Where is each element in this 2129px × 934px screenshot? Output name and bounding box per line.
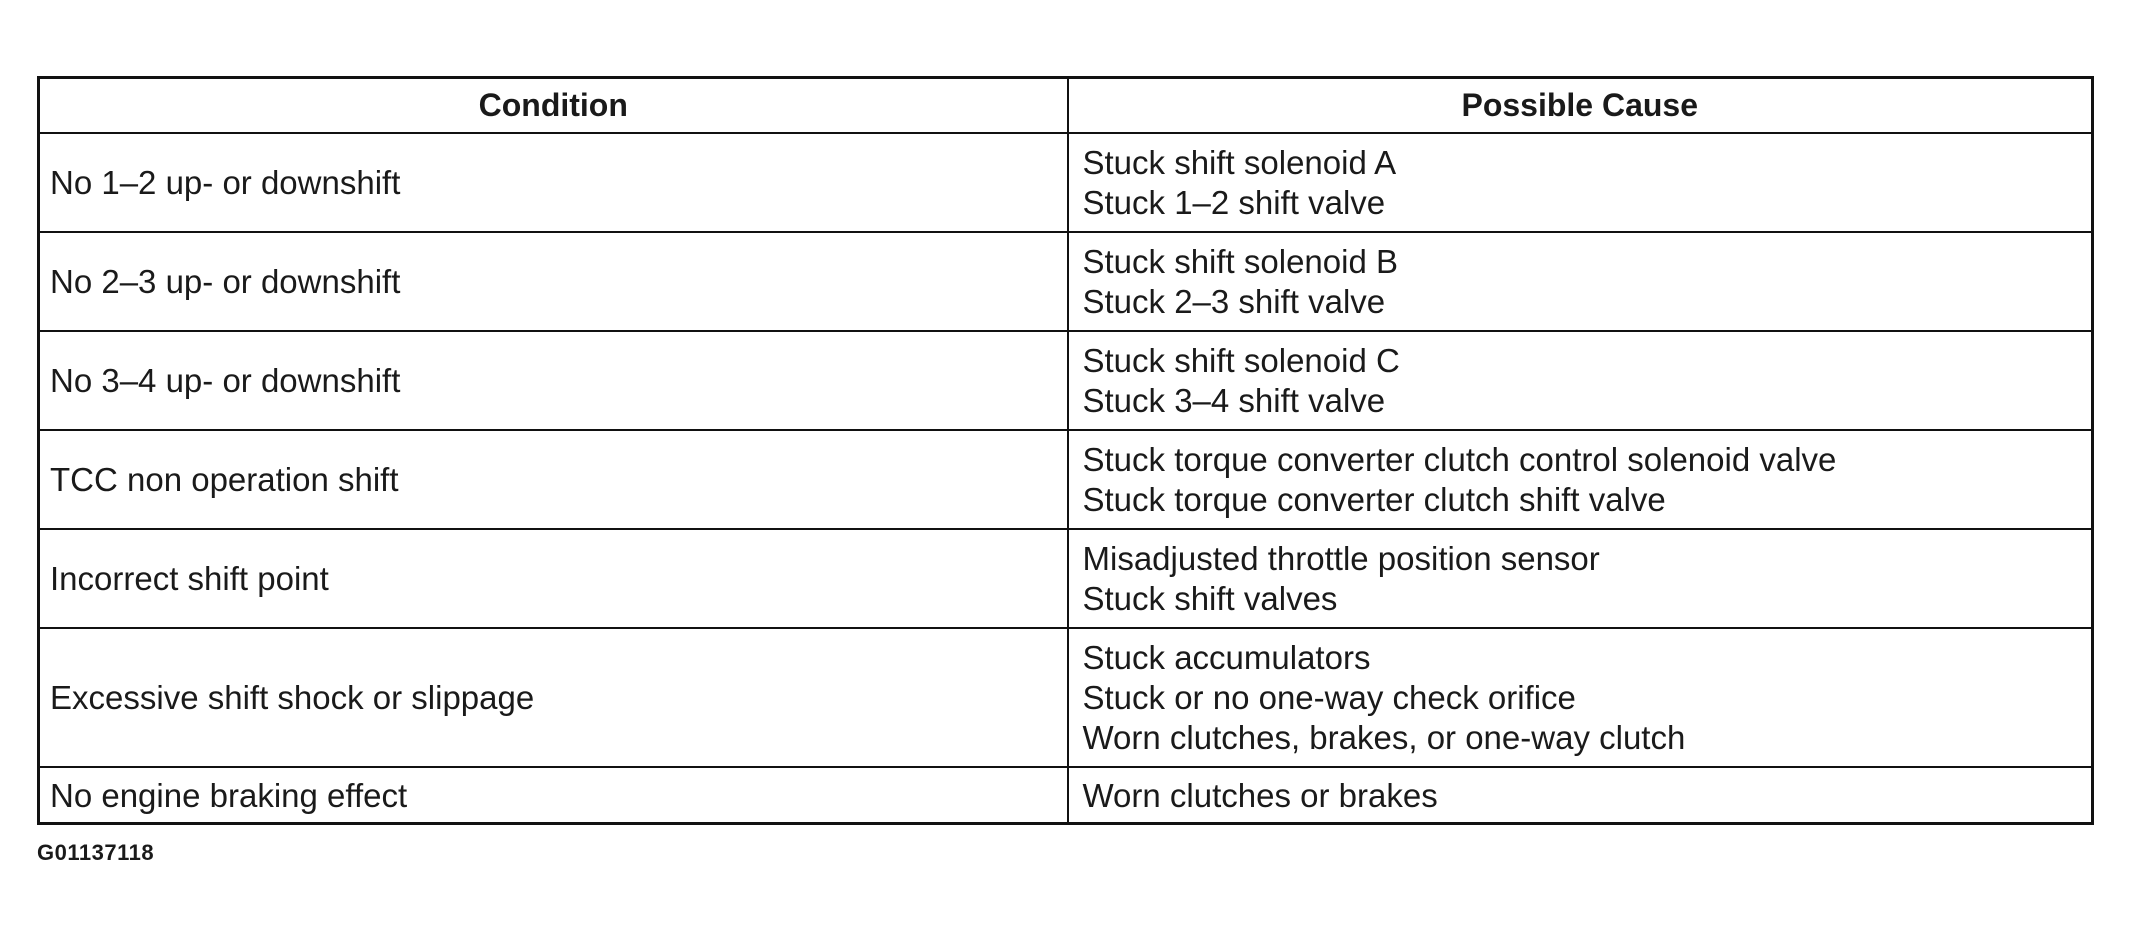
cause-line: Stuck 1–2 shift valve — [1082, 184, 1386, 221]
cause-cell — [1068, 232, 2093, 331]
cause-line: Stuck shift valves — [1082, 580, 1338, 617]
cause-cell — [1068, 331, 2093, 430]
condition-cell: Excessive shift shock or slippage — [39, 628, 1068, 767]
table-row — [39, 133, 2093, 232]
cause-line: Stuck 3–4 shift valve — [1082, 382, 1386, 419]
condition-cell: No engine braking effect — [39, 767, 1068, 824]
cause-cell — [1068, 133, 2093, 232]
condition-cell: Incorrect shift point — [39, 529, 1068, 628]
cause-line: Worn clutches, brakes, or one-way clutch — [1082, 719, 1686, 756]
table-row — [39, 331, 2093, 430]
header-row — [39, 78, 2093, 134]
table-row — [39, 628, 2093, 767]
cause-line: Stuck or no one-way check orifice — [1082, 679, 1576, 716]
diagnosis-table — [37, 76, 2094, 825]
cause-line: Stuck 2–3 shift valve — [1082, 283, 1386, 320]
cause-line: Stuck shift solenoid A — [1082, 144, 1397, 181]
table-row — [39, 232, 2093, 331]
cause-cell — [1068, 529, 2093, 628]
condition-cell: No 3–4 up- or downshift — [39, 331, 1068, 430]
header-possible-cause: Possible Cause — [1068, 78, 2093, 134]
cause-line: Worn clutches or brakes — [1082, 776, 1438, 814]
header-condition: Condition — [39, 78, 1068, 134]
cause-line: Stuck shift solenoid C — [1082, 342, 1400, 379]
cause-line: Stuck shift solenoid B — [1082, 243, 1398, 280]
cause-line: Stuck torque converter clutch shift valve — [1082, 481, 1666, 518]
table-row — [39, 767, 2093, 824]
cause-cell — [1068, 767, 2093, 824]
table-header — [39, 78, 2093, 134]
condition-cell: No 2–3 up- or downshift — [39, 232, 1068, 331]
cause-cell — [1068, 430, 2093, 529]
cause-cell — [1068, 628, 2093, 767]
cause-line: Stuck torque converter clutch control solenoid valve — [1082, 441, 1837, 478]
cause-line: Misadjusted throttle position sensor — [1082, 540, 1600, 577]
figure-id-label: G01137118 — [37, 840, 155, 865]
table-row — [39, 529, 2093, 628]
condition-cell: No 1–2 up- or downshift — [39, 133, 1068, 232]
table-row — [39, 430, 2093, 529]
table-body — [39, 133, 2093, 824]
condition-cell: TCC non operation shift — [39, 430, 1068, 529]
cause-line: Stuck accumulators — [1082, 639, 1371, 676]
